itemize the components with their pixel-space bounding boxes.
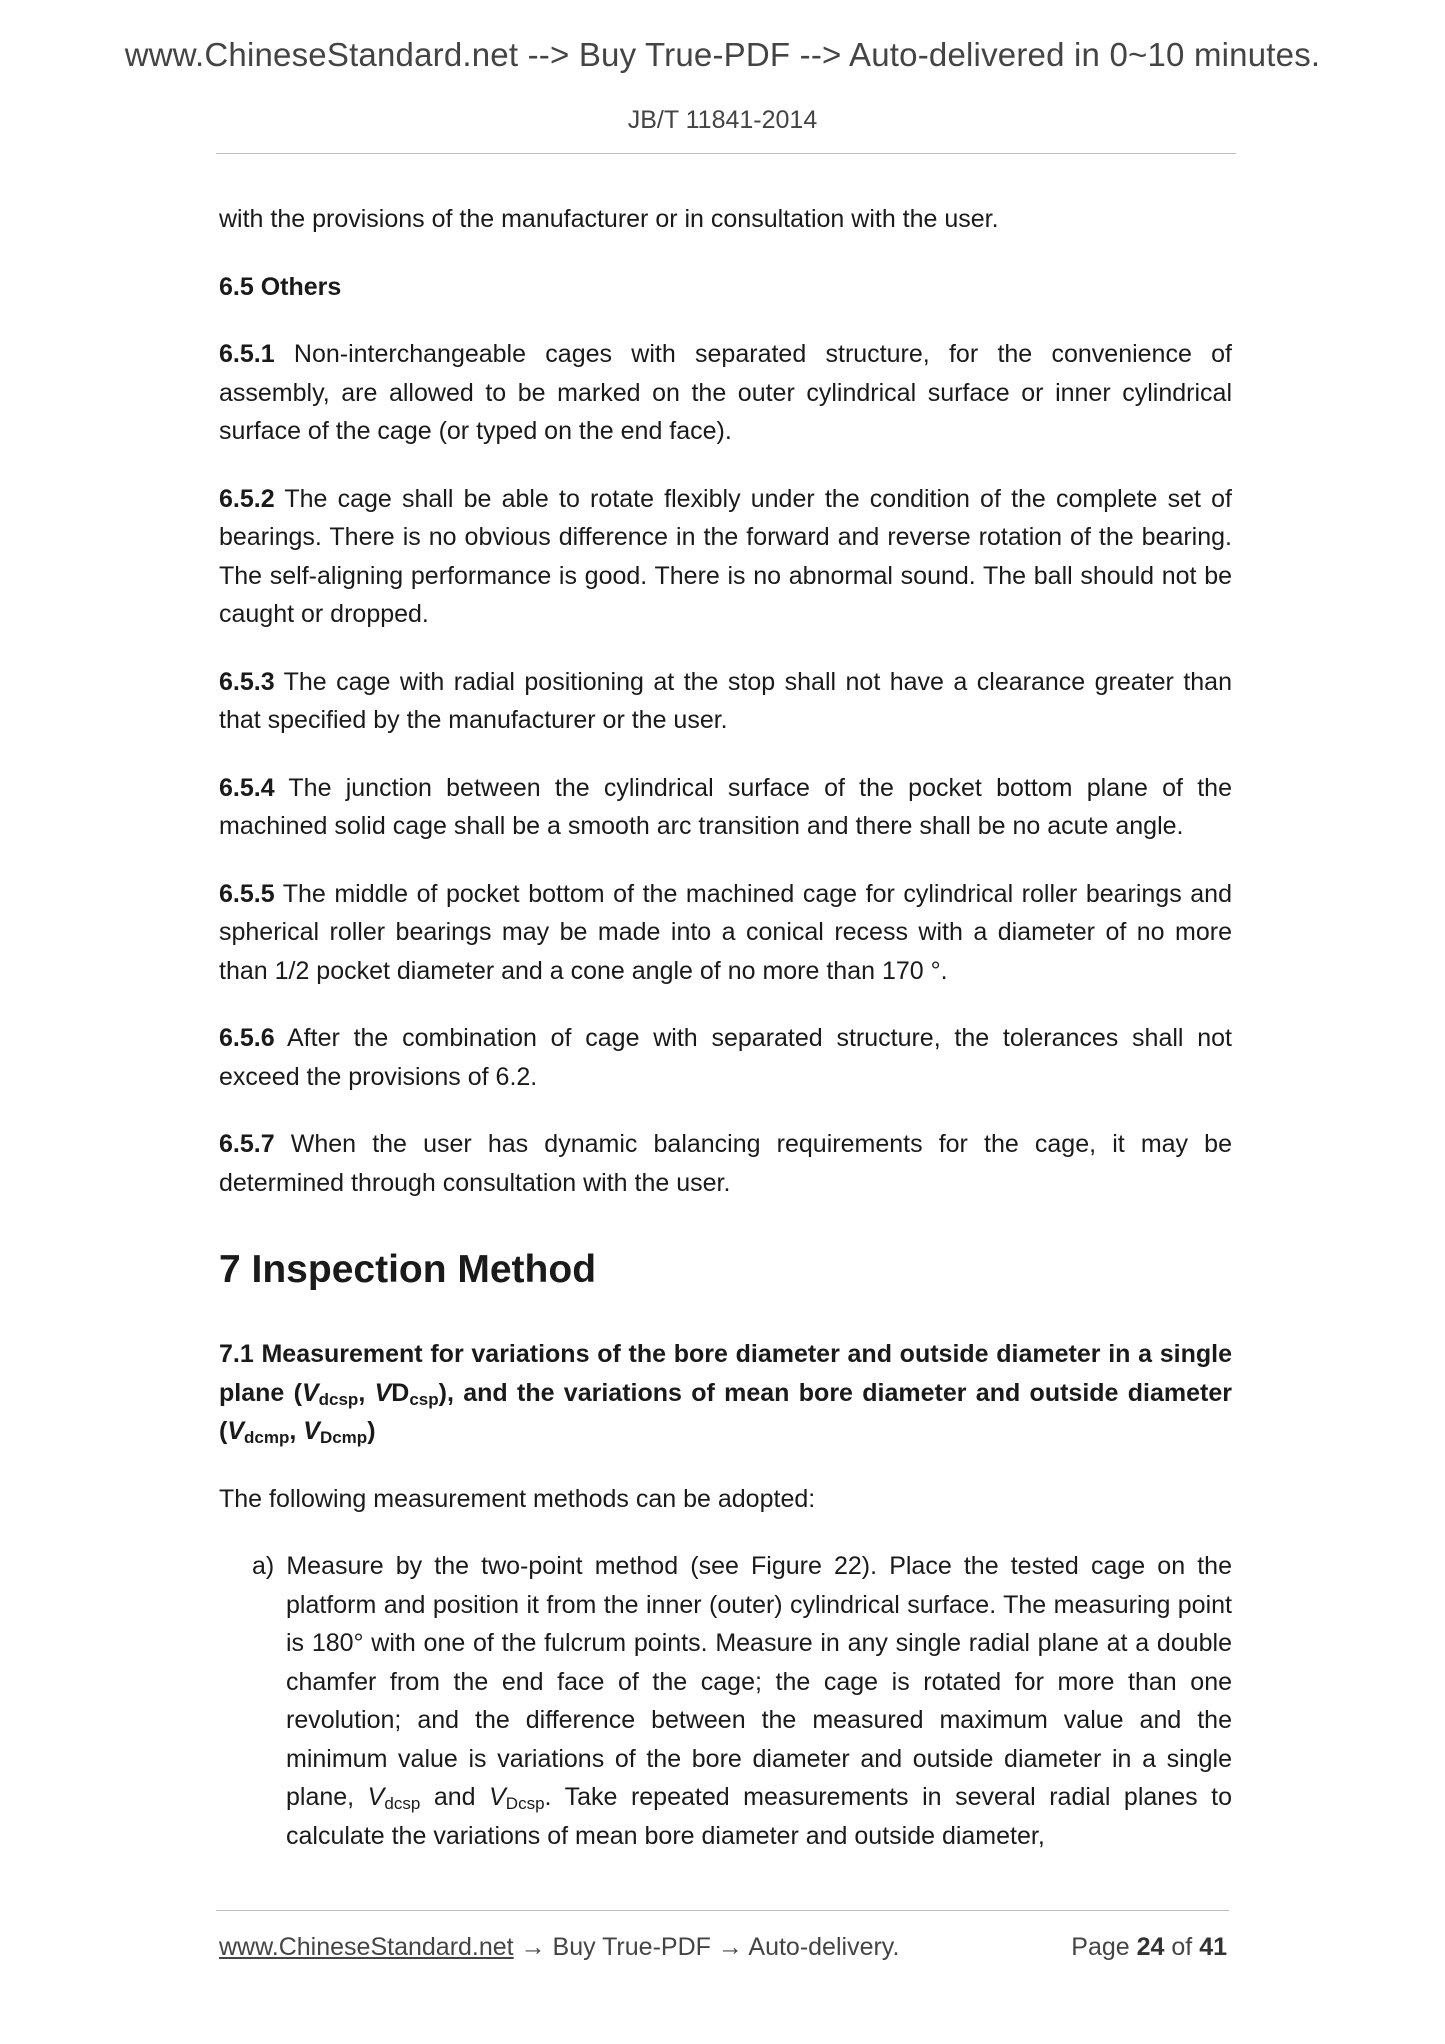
clause-text: After the combination of cage with separated structure, the tolerances shall not exceed the provisions of 6.2.	[219, 1024, 1232, 1091]
item-text: . Take repeated measurements in several radial planes to calculate the variations of mean bore diameter and outside diameter,	[286, 1783, 1233, 1850]
footer-left	[219, 1929, 899, 1965]
clause-number: 6.5.4	[219, 773, 275, 802]
item-text: a) Measure by the two-point method (see Figure 22). Place the tested cage on the platform and position it from the inner (outer) cylindrical surface. The measuring point is 180° with one of the fulcrum points. Measure in any single radial plane at a double chamfer from the end face of the cage; the cage is rotated for more than one revolution; and the difference between the measured maximum value and the minimum value is variations of the bore diameter and outside diameter in a single plane,	[252, 1552, 1232, 1811]
clause-text: When the user has dynamic balancing requirements for the cage, it may be determined through consultation with the user.	[219, 1130, 1232, 1197]
clause-6-5-5	[219, 875, 1232, 991]
footer-tagline: → Buy True-PDF → Auto-delivery.	[513, 1933, 900, 1961]
subscript: dcsp	[384, 1794, 421, 1813]
clause-number: 6.5.2	[219, 484, 275, 513]
symbol-v: V	[489, 1783, 506, 1811]
subsection-heading-7-1	[219, 1335, 1232, 1451]
methods-intro: The following measurement methods can be adopted:	[219, 1484, 816, 1513]
clause-number: 6.5.6	[219, 1024, 275, 1052]
clause-text: The cage shall be able to rotate flexibly under the condition of the complete set of bearings. There is no obvious difference in the forward and reverse rotation of the bearing. The self-aligning performance is good. There is no abnormal sound. The ball should not be caught or dropped.	[219, 484, 1232, 628]
clause-number: 6.5.3	[219, 667, 275, 696]
heading-text: )	[367, 1417, 376, 1445]
section-heading-6-5: 6.5 Others	[219, 272, 342, 301]
separator: ,	[289, 1417, 304, 1445]
clause-number: 6.5.5	[219, 879, 275, 908]
clause-text: Non-interchangeable cages with separated structure, for the convenience of assembly, are allowed to be marked on the outer cylindrical surface or inner cylindrical surface of the cage (or typed on the end face).	[219, 340, 1232, 445]
clause-text: The junction between the cylindrical surface of the pocket bottom plane of the machined solid cage shall be a smooth arc transition and there shall be no acute angle.	[219, 773, 1232, 840]
subscript: Dcmp	[319, 1428, 368, 1447]
page-indicator	[1071, 1929, 1227, 1965]
subscript: csp	[409, 1389, 439, 1409]
of-label: of	[1164, 1933, 1200, 1961]
heading-text: 7.1 Measurement for variations of the bore diameter and outside diameter in a single plane (	[219, 1340, 1232, 1407]
separator: ,	[358, 1378, 375, 1407]
page-label: Page	[1071, 1933, 1137, 1961]
clause-text: The cage with radial positioning at the stop shall not have a clearance greater than that specified by the manufacturer or the user.	[219, 667, 1232, 734]
symbol-v: V	[227, 1417, 245, 1445]
clause-6-5-2	[219, 480, 1232, 634]
clause-6-5-6	[219, 1019, 1232, 1096]
symbol-v: V	[301, 1378, 319, 1407]
clause-6-5-1	[219, 335, 1232, 451]
conjunction: and	[420, 1783, 490, 1811]
continuation-paragraph: with the provisions of the manufacturer or in consultation with the user.	[219, 205, 999, 233]
total-pages: 41	[1199, 1933, 1227, 1961]
clause-text: The middle of pocket bottom of the machined cage for cylindrical roller bearings and spherical roller bearings may be made into a conical recess with a diameter of no more than 1/2 pocket diameter and a cone angle of no more than 170 °.	[219, 879, 1232, 985]
clause-6-5-7	[219, 1125, 1232, 1202]
subscript: dcmp	[244, 1428, 290, 1447]
clause-6-5-4	[219, 769, 1232, 846]
heading-text: ), and the variations of mean bore diameter and outside diameter (	[219, 1378, 1232, 1445]
footer-divider	[216, 1910, 1229, 1911]
list-item-a	[252, 1547, 1232, 1855]
page-number: 24	[1136, 1933, 1165, 1961]
site-banner: www.ChineseStandard.net --> Buy True-PDF --> Auto-delivered in 0~10 minutes.	[124, 36, 1321, 73]
chapter-heading-7: 7 Inspection Method	[219, 1248, 597, 1291]
clause-6-5-3	[219, 663, 1232, 740]
document-number: JB/T 11841-2014	[627, 106, 818, 134]
footer-link[interactable]: www.ChineseStandard.net	[219, 1933, 514, 1961]
symbol-v: V	[374, 1378, 392, 1407]
clause-number: 6.5.7	[219, 1130, 275, 1158]
symbol-v: V	[367, 1783, 385, 1811]
symbol-d: D	[391, 1378, 410, 1407]
subscript: Dcsp	[505, 1794, 545, 1813]
page-content	[219, 200, 1232, 1855]
header-divider	[216, 153, 1236, 154]
clause-number: 6.5.1	[219, 340, 275, 368]
subscript: dcsp	[318, 1389, 359, 1409]
symbol-v: V	[303, 1417, 320, 1445]
